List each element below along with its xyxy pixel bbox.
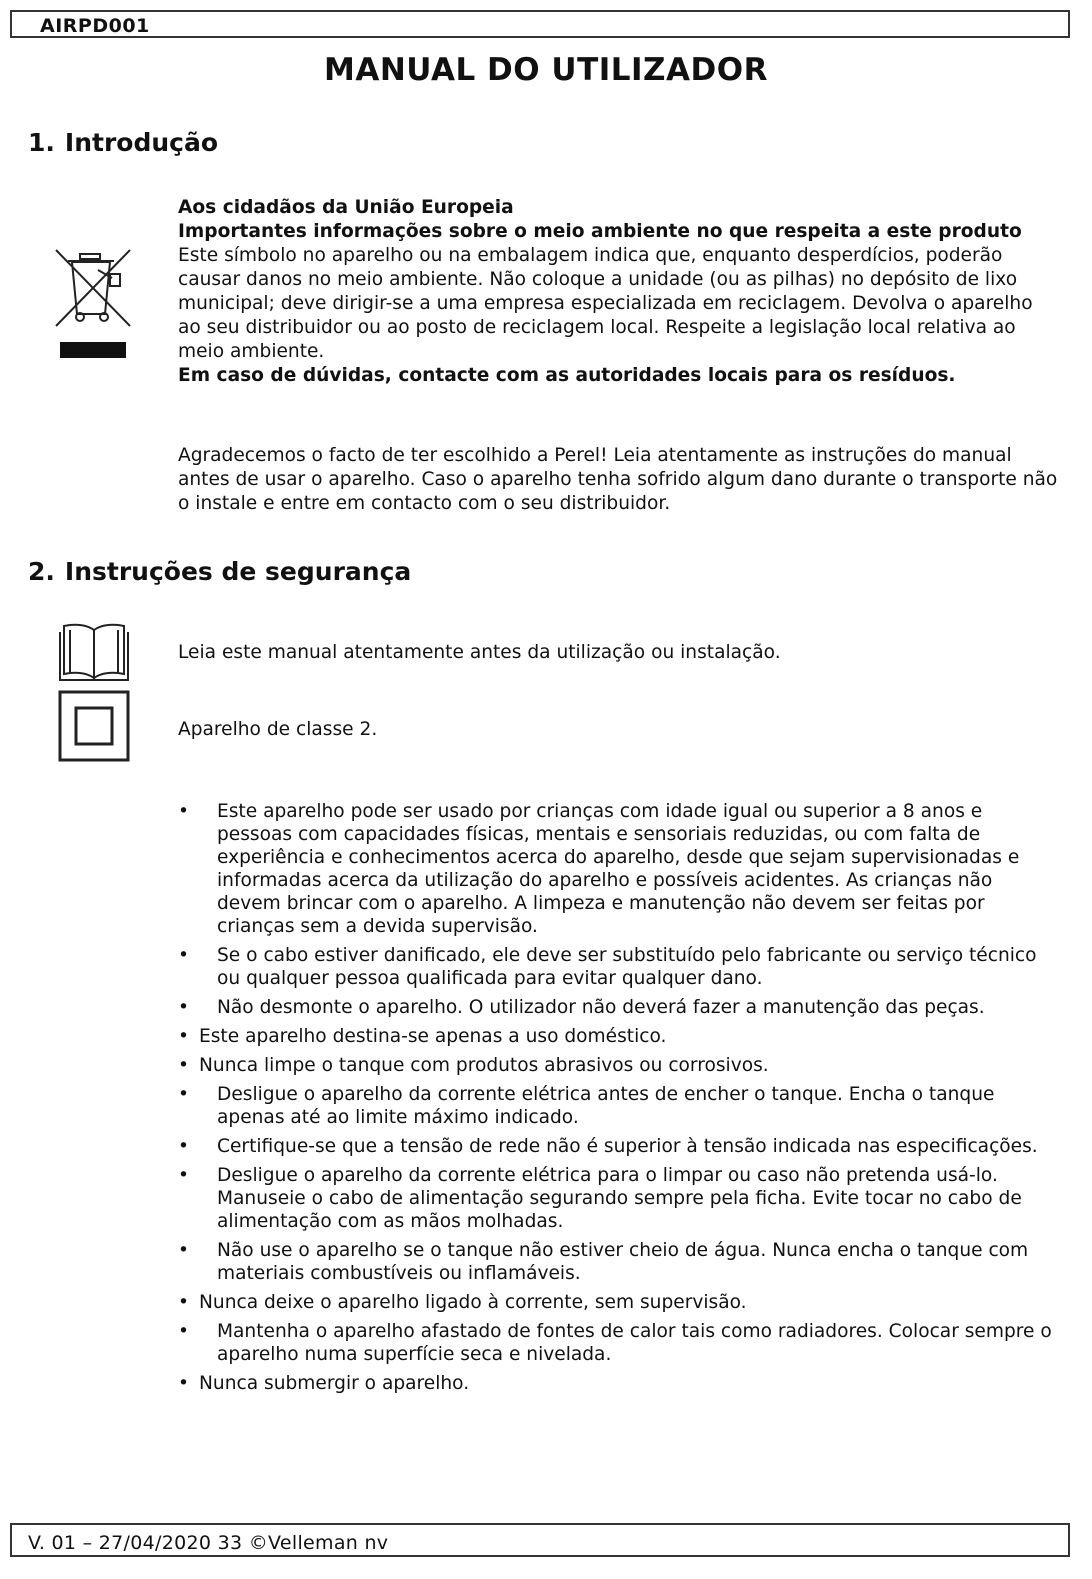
- list-item-text: Nunca deixe o aparelho ligado à corrente, sem supervisão.: [199, 1292, 747, 1313]
- list-item-text: Este aparelho pode ser usado por crianças com idade igual ou superior a 8 anos e pessoas com capacidades físicas, mentais e sensoriais reduzidas, ou com falta de experiência e conhecimentos acerca do aparelho, desde que sejam supervisionadas e informadas acerca da utilização do aparelho e possíveis acidentes. As crianças não devem brincar com o aparelho. A limpeza e manutenção não devem ser feitas por crianças sem a devida supervisão.: [217, 801, 1020, 937]
- section-number: 1.: [28, 128, 55, 157]
- bullet-icon: •: [178, 801, 189, 822]
- header-box: [10, 10, 1070, 38]
- list-item-text: Não desmonte o aparelho. O utilizador não deverá fazer a manutenção das peças.: [217, 997, 985, 1018]
- list-item-text: Este aparelho destina-se apenas a uso doméstico.: [199, 1026, 667, 1047]
- environment-text: Este símbolo no aparelho ou na embalagem indica que, enquanto desperdícios, poderão causar danos no meio ambiente. Não coloque a unidade (ou as pilhas) no depósito de lixo municipal; deve dirigir-se a uma empresa especializada em reciclagem. Devolva o aparelho ao seu distribuidor ou ao posto de reciclagem local. Respeite a legislação local relativa ao meio ambiente.: [178, 245, 1033, 362]
- eu-citizens-heading: Aos cidadãos da União Europeia: [178, 197, 514, 218]
- list-item: [178, 1372, 1058, 1395]
- list-item: [178, 1320, 1058, 1366]
- bullet-icon: •: [178, 997, 189, 1018]
- bullet-icon: •: [178, 1136, 189, 1157]
- thanks-paragraph: Agradecemos o facto de ter escolhido a Perel! Leia atentamente as instruções do manual antes de usar o aparelho. Caso o aparelho tenha sofrido algum dano durante o transporte não o instale e entre em contacto com o seu distribuidor.: [178, 445, 1058, 514]
- list-item-text: Não use o aparelho se o tanque não estiver cheio de água. Nunca encha o tanque com materiais combustíveis ou inflamáveis.: [217, 1240, 1029, 1284]
- list-item-text: Se o cabo estiver danificado, ele deve ser substituído pelo fabricante ou serviço técnico ou qualquer pessoa qualificada para evitar qualquer dano.: [217, 945, 1037, 989]
- list-item: [178, 944, 1058, 990]
- list-item: [178, 996, 1058, 1019]
- list-item-text: Desligue o aparelho da corrente elétrica para o limpar ou caso não pretenda usá-lo. Manuseie o cabo de alimentação segurando sempre pela ficha. Evite tocar no cabo de alimentação com as mãos molhadas.: [217, 1165, 1022, 1232]
- bullet-icon: •: [178, 1055, 189, 1076]
- list-item-text: Mantenha o aparelho afastado de fontes de calor tais como radiadores. Colocar sempre o aparelho numa superfície seca e nivelada.: [217, 1321, 1052, 1365]
- list-item: [178, 1135, 1058, 1158]
- footer-box: [10, 1523, 1070, 1557]
- list-item: [178, 1054, 1058, 1077]
- list-item: [178, 800, 1058, 938]
- section-heading-introducao: [28, 128, 218, 157]
- list-item: [178, 1291, 1058, 1314]
- bullet-icon: •: [178, 1292, 189, 1313]
- environment-contact: Em caso de dúvidas, contacte com as autoridades locais para os resíduos.: [178, 365, 956, 386]
- bullet-icon: •: [178, 1321, 189, 1342]
- section-title: Introdução: [64, 128, 219, 157]
- bullet-icon: •: [178, 945, 189, 966]
- list-item-text: Nunca submergir o aparelho.: [199, 1373, 470, 1394]
- bullet-icon: •: [178, 1026, 189, 1047]
- bullet-icon: •: [178, 1165, 189, 1186]
- list-item: [178, 1025, 1058, 1048]
- read-manual-text: Leia este manual atentamente antes da utilização ou instalação.: [178, 642, 781, 663]
- bullet-icon: •: [178, 1373, 189, 1394]
- bullet-icon: •: [178, 1084, 189, 1105]
- weee-crossed-bin-icon: [52, 246, 134, 362]
- environment-info: [178, 196, 1058, 388]
- environment-heading: Importantes informações sobre o meio ambiente no que respeita a este produto: [178, 221, 1022, 242]
- page-title: MANUAL DO UTILIZADOR: [324, 52, 768, 88]
- section-title: Instruções de segurança: [64, 557, 412, 586]
- list-item: [178, 1083, 1058, 1129]
- list-item-text: Desligue o aparelho da corrente elétrica antes de encher o tanque. Encha o tanque apenas até ao limite máximo indicado.: [217, 1084, 995, 1128]
- list-item-text: Certifique-se que a tensão de rede não é superior à tensão indicada nas especificações.: [217, 1136, 1038, 1157]
- class-2-text: Aparelho de classe 2.: [178, 719, 378, 740]
- footer-version-page: V. 01 – 27/04/2020 33 ©Velleman nv: [28, 1532, 389, 1554]
- bullet-icon: •: [178, 1240, 189, 1261]
- list-item: [178, 1239, 1058, 1285]
- model-code: AIRPD001: [40, 15, 150, 37]
- list-item-text: Nunca limpe o tanque com produtos abrasivos ou corrosivos.: [199, 1055, 769, 1076]
- safety-instructions-list: [178, 800, 1058, 1401]
- class-2-double-square-icon: [58, 690, 130, 762]
- read-manual-book-icon: [56, 620, 132, 684]
- section-number: 2.: [28, 557, 55, 586]
- list-item: [178, 1164, 1058, 1233]
- section-heading-seguranca: [28, 557, 411, 586]
